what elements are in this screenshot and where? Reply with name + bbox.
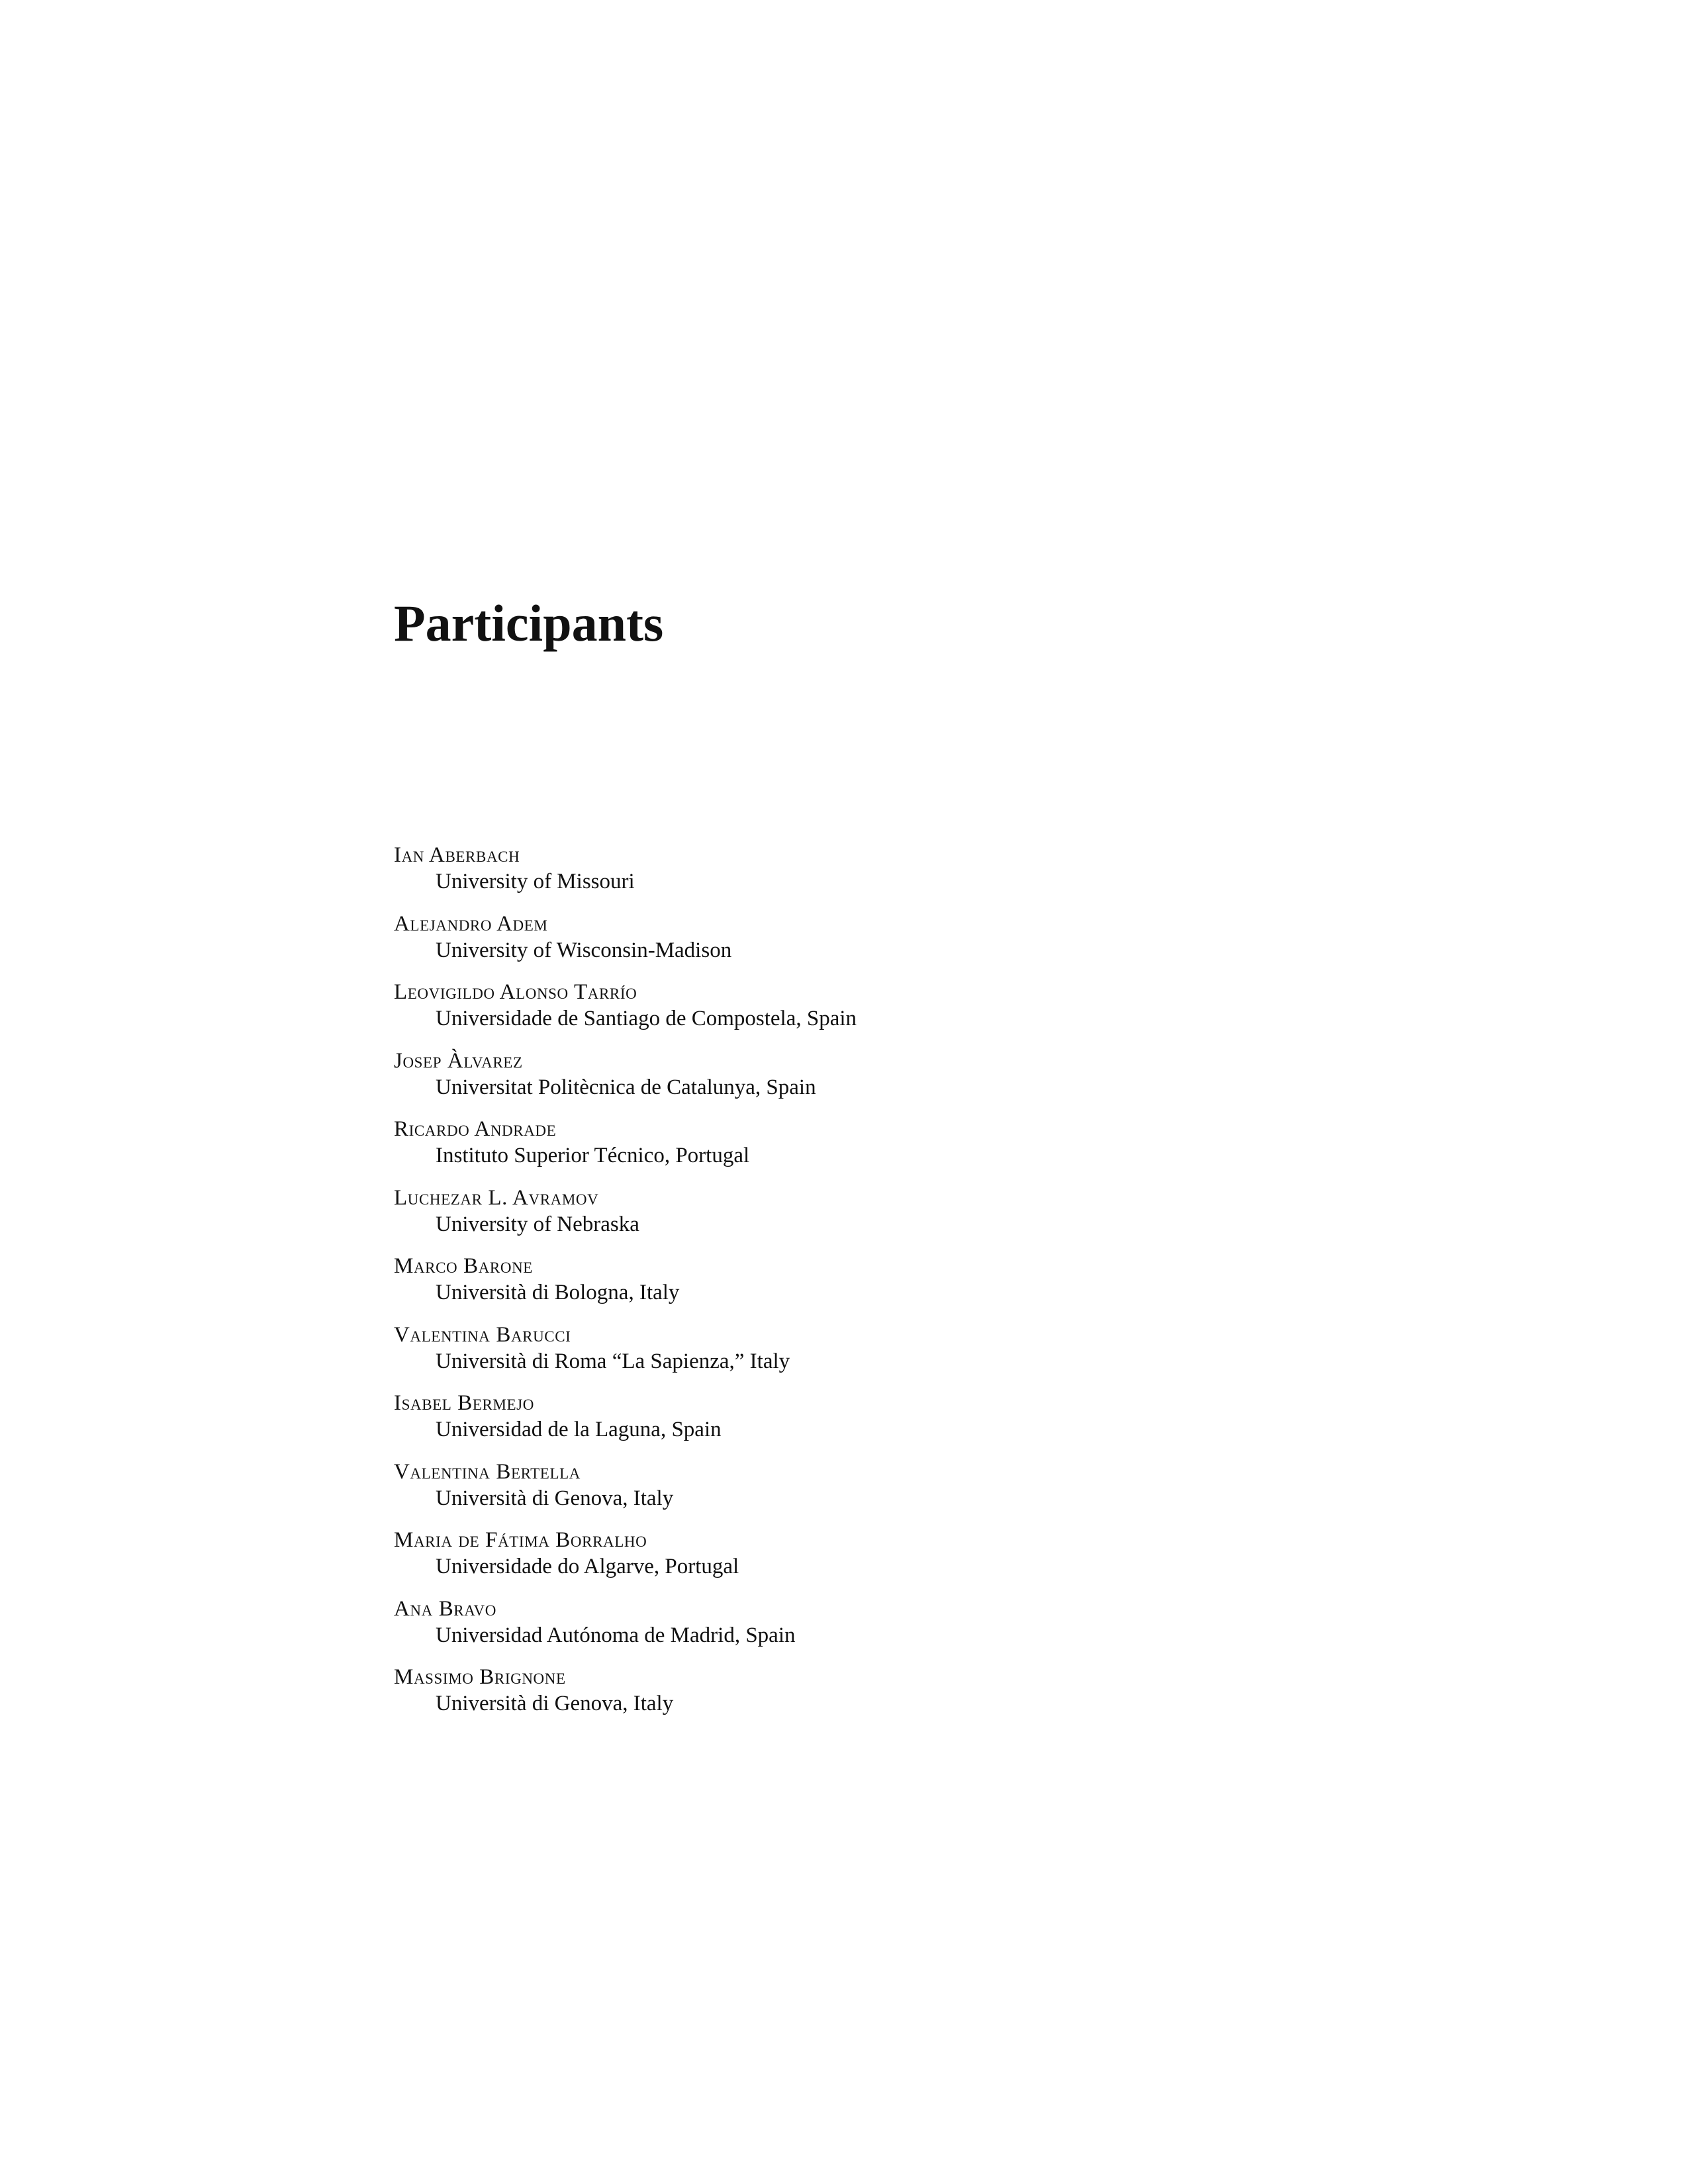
participant-entry — [394, 1527, 1321, 1596]
participant-entry — [394, 1048, 1321, 1116]
participant-entry — [394, 1322, 1321, 1390]
participant-name: Luchezar L. Avramov — [394, 1185, 599, 1210]
participant-name: Ana Bravo — [394, 1596, 496, 1621]
participant-affiliation: Universitat Politècnica de Catalunya, Spain — [436, 1075, 816, 1099]
participant-affiliation: University of Wisconsin-Madison — [436, 938, 732, 962]
participant-affiliation: University of Missouri — [436, 870, 635, 893]
participant-name: Maria de Fátima Borralho — [394, 1528, 647, 1552]
participant-entry — [394, 1185, 1321, 1253]
participant-affiliation: Università di Roma “La Sapienza,” Italy — [436, 1349, 790, 1373]
participant-affiliation: Università di Genova, Italy — [436, 1692, 674, 1715]
participant-affiliation: Universidad Autónoma de Madrid, Spain — [436, 1623, 796, 1647]
participant-affiliation: Universidade de Santiago de Compostela, Spain — [436, 1007, 857, 1030]
participant-name: Ricardo Andrade — [394, 1117, 557, 1141]
participant-affiliation: Universidade do Algarve, Portugal — [436, 1555, 739, 1578]
participant-affiliation: Università di Genova, Italy — [436, 1486, 674, 1510]
participant-name: Massimo Brignone — [394, 1665, 566, 1689]
participant-entry — [394, 1459, 1321, 1527]
participant-entry — [394, 1390, 1321, 1459]
participant-entry — [394, 1664, 1321, 1733]
participant-affiliation: University of Nebraska — [436, 1212, 639, 1236]
participant-affiliation: Universidad de la Laguna, Spain — [436, 1418, 722, 1441]
participant-name: Leovigildo Alonso Tarrío — [394, 980, 637, 1004]
participant-entry — [394, 842, 1321, 911]
participant-name: Josep Àlvarez — [394, 1048, 523, 1073]
participant-entry — [394, 1253, 1321, 1322]
participant-entry — [394, 979, 1321, 1048]
participant-entry — [394, 1596, 1321, 1664]
participant-name: Alejandro Adem — [394, 911, 548, 936]
participant-name: Marco Barone — [394, 1254, 533, 1278]
participant-name: Isabel Bermejo — [394, 1391, 534, 1415]
participant-list — [394, 842, 1321, 1733]
participant-affiliation: Università di Bologna, Italy — [436, 1281, 680, 1304]
participant-affiliation: Instituto Superior Técnico, Portugal — [436, 1144, 750, 1167]
participant-name: Ian Aberbach — [394, 843, 520, 867]
page-title: Participants — [394, 594, 664, 652]
participant-name: Valentina Barucci — [394, 1322, 571, 1347]
participant-name: Valentina Bertella — [394, 1459, 581, 1484]
participant-entry — [394, 911, 1321, 979]
participant-entry — [394, 1116, 1321, 1185]
